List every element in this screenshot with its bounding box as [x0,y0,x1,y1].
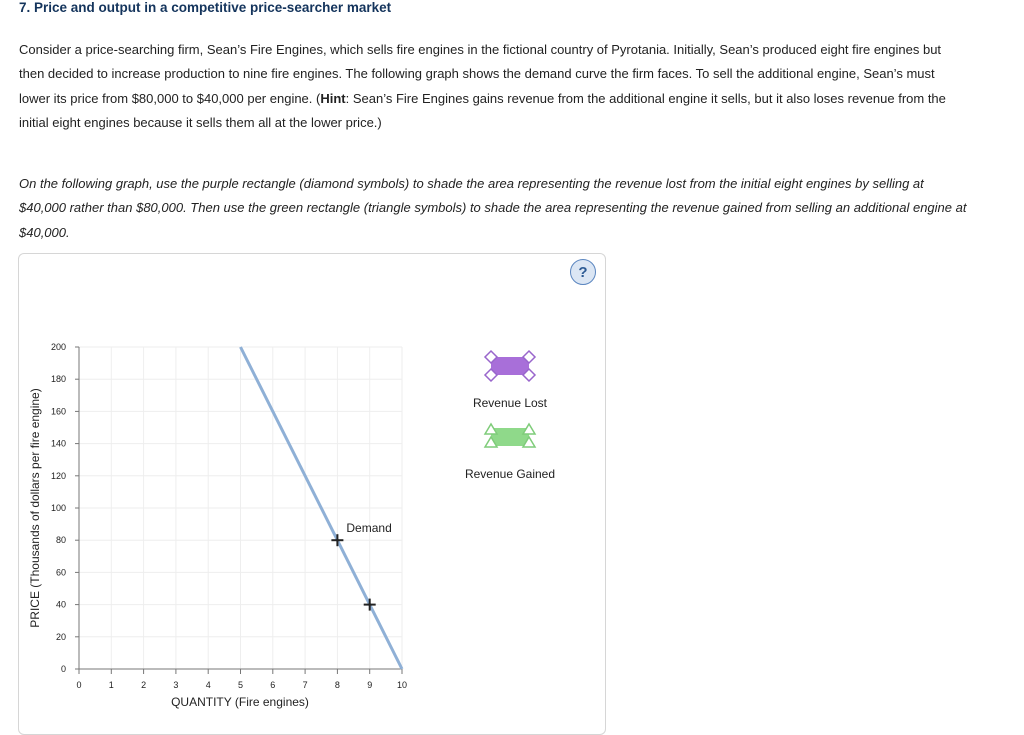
x-tick-label: 0 [76,680,82,690]
y-tick-label: 60 [55,567,66,578]
intro-text-2: : Sean’s Fire Engines gains revenue from the additional engine it sells, but it also loses revenue from the initial eight engines because it sells them all at the lower price.) [19,90,946,130]
intro-text-1: Consider a price-searching firm, Sean’s Fire Engines, which sells fire engines in the fictional country of Pyrotania. Initially, Sean’s produced eight fire engines but then decided to increase production to nine fire engines. The following graph shows the demand curve the firm faces. To sell the additional engine, Sean’s must lower its price from $80,000 to $40,000 per engine. ( [19,42,942,106]
question-title: 7. Price and output in a competitive price-searcher market [19,0,392,15]
revenue-lost-label: Revenue Lost [472,396,548,410]
x-tick-label: 6 [270,680,276,690]
revenue-gained-rectangle[interactable] [491,428,529,446]
y-tick-label: 100 [50,503,66,513]
x-tick-label: 9 [367,680,373,690]
x-axis-title: QUANTITY (Fire engines) [171,695,309,709]
x-tick-label: 5 [237,680,244,690]
grid-layer [79,347,402,669]
revenue-lost-rectangle[interactable] [491,357,529,375]
x-tick-label: 2 [141,680,147,690]
y-tick-label: 120 [50,470,66,481]
point-marker [364,599,376,611]
y-tick-label: 200 [50,342,66,352]
revenue-gained-tool[interactable] [485,424,535,447]
y-tick-label: 160 [50,406,66,417]
y-tick-label: 140 [50,438,66,449]
x-tick-label: 7 [302,680,308,690]
x-tick-label: 4 [205,680,211,690]
y-axis-title: PRICE (Thousands of dollars per fire engine) [28,388,42,628]
revenue-gained-label: Revenue Gained [464,467,556,481]
point-marker [331,534,343,546]
y-tick-label: 40 [55,599,66,610]
y-tick-label: 180 [50,374,66,385]
revenue-lost-tool[interactable] [485,351,535,381]
axis-layer [51,342,407,690]
demand-curve-label: Demand [346,521,392,536]
x-tick-label: 1 [108,680,114,690]
y-tick-label: 0 [60,664,66,674]
y-tick-label: 80 [55,535,66,546]
x-tick-label: 8 [334,680,340,690]
y-tick-label: 20 [55,631,66,642]
x-tick-label: 10 [396,680,408,690]
hint-label: Hint [320,90,346,106]
graph-instructions: On the following graph, use the purple rectangle (diamond symbols) to shade the area representing the revenue lost from the initial eight engines by selling at $40,000 rather than $80,000. Then use the green rectangle (triangle symbols) to shade the area representing the revenue gained from selling an additional engine at $40,000. [19,176,967,240]
x-tick-label: 3 [173,680,179,690]
help-icon[interactable]: ? [570,259,596,285]
